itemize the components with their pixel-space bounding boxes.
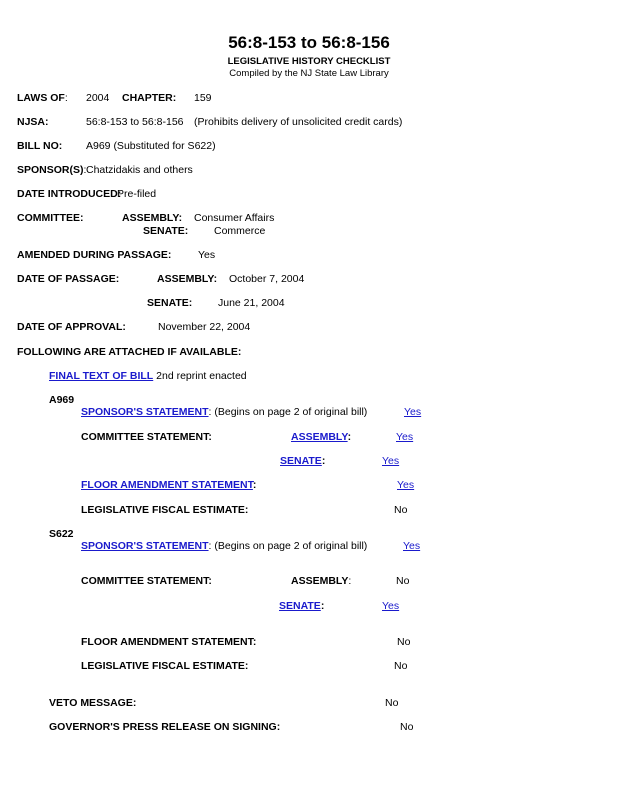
page-title: 56:8-153 to 56:8-156 — [228, 33, 390, 52]
attached-heading: FOLLOWING ARE ATTACHED IF AVAILABLE: — [17, 346, 242, 358]
a969-senate-link[interactable]: SENATE — [280, 455, 322, 467]
veto-message-label: VETO MESSAGE: — [49, 697, 137, 709]
njsa-description: (Prohibits delivery of unsolicited credit cards) — [194, 116, 403, 128]
a969-fiscal-value: No — [394, 504, 408, 516]
sponsors-value: Chatzidakis and others — [86, 164, 193, 176]
final-text-row — [49, 370, 247, 382]
bill-no-value: A969 (Substituted for S622) — [86, 140, 216, 152]
a969-committee-label: COMMITTEE STATEMENT: — [81, 431, 212, 443]
date-introduced-value: Pre-filed — [117, 188, 157, 200]
a969-assembly-link[interactable]: ASSEMBLY — [291, 431, 348, 443]
s622-sponsor-statement-link[interactable]: SPONSOR'S STATEMENT — [81, 540, 209, 552]
date-introduced-label: DATE INTRODUCED: — [17, 188, 122, 200]
sponsors-colon: : — [83, 164, 87, 176]
committee-senate-value: Commerce — [214, 225, 266, 237]
a969-sponsor-statement-link[interactable]: SPONSOR'S STATEMENT — [81, 406, 209, 418]
committee-senate-label: SENATE: — [143, 225, 189, 237]
a969-floor-colon: : — [252, 479, 257, 491]
page-subtitle: LEGISLATIVE HISTORY CHECKLIST — [227, 56, 391, 67]
a969-floor-row — [81, 479, 256, 491]
s622-senate-row — [279, 600, 324, 612]
s622-assembly-colon: : — [348, 575, 352, 587]
a969-sponsor-yes-link[interactable]: Yes — [404, 406, 422, 418]
bill-no-label: BILL NO: — [17, 140, 63, 152]
final-text-link[interactable]: FINAL TEXT OF BILL — [49, 370, 154, 382]
s622-label: S622 — [49, 528, 74, 540]
s622-senate-colon: : — [320, 600, 325, 612]
a969-senate-yes-link[interactable]: Yes — [382, 455, 400, 467]
passage-senate-value: June 21, 2004 — [218, 297, 285, 309]
s622-senate-link[interactable]: SENATE — [279, 600, 321, 612]
a969-assembly-row — [291, 431, 351, 443]
s622-committee-label: COMMITTEE STATEMENT: — [81, 575, 212, 587]
s622-sponsor-row — [81, 540, 367, 552]
a969-sponsor-note: : (Begins on page 2 of original bill) — [208, 406, 368, 418]
laws-of-row — [17, 92, 68, 104]
a969-senate-colon: : — [321, 455, 326, 467]
date-of-approval-label: DATE OF APPROVAL: — [17, 321, 126, 333]
committee-assembly-value: Consumer Affairs — [194, 212, 275, 224]
amended-label: AMENDED DURING PASSAGE: — [17, 249, 172, 261]
njsa-value: 56:8-153 to 56:8-156 — [86, 116, 184, 128]
committee-assembly-label: ASSEMBLY: — [122, 212, 183, 224]
a969-sponsor-row — [81, 406, 367, 418]
a969-assembly-yes-link[interactable]: Yes — [396, 431, 414, 443]
passage-senate-label: SENATE: — [147, 297, 193, 309]
date-of-passage-label: DATE OF PASSAGE: — [17, 273, 120, 285]
compiled-by: Compiled by the NJ State Law Library — [229, 68, 389, 79]
s622-sponsor-yes-link[interactable]: Yes — [403, 540, 421, 552]
laws-of-colon: : — [64, 92, 68, 104]
a969-floor-amendment-link[interactable]: FLOOR AMENDMENT STATEMENT — [81, 479, 253, 491]
governor-press-release-label: GOVERNOR'S PRESS RELEASE ON SIGNING: — [49, 721, 281, 733]
laws-of-label: LAWS OF — [17, 92, 65, 104]
final-text-note: 2nd reprint enacted — [156, 370, 247, 382]
a969-fiscal-label: LEGISLATIVE FISCAL ESTIMATE: — [81, 504, 249, 516]
governor-press-release-value: No — [400, 721, 414, 733]
passage-assembly-label: ASSEMBLY: — [157, 273, 218, 285]
laws-of-value: 2004 — [86, 92, 110, 104]
s622-floor-value: No — [397, 636, 411, 648]
s622-senate-yes-link[interactable]: Yes — [382, 600, 400, 612]
committee-label: COMMITTEE: — [17, 212, 84, 224]
a969-label: A969 — [49, 394, 75, 406]
a969-assembly-colon: : — [347, 431, 352, 443]
njsa-label: NJSA: — [17, 116, 49, 128]
a969-senate-row — [280, 455, 325, 467]
s622-assembly-value: No — [396, 575, 410, 587]
amended-value: Yes — [198, 249, 216, 261]
passage-assembly-value: October 7, 2004 — [229, 273, 305, 285]
chapter-value: 159 — [194, 92, 212, 104]
sponsors-row — [17, 164, 86, 176]
s622-fiscal-label: LEGISLATIVE FISCAL ESTIMATE: — [81, 660, 249, 672]
s622-assembly-row — [291, 575, 351, 587]
s622-sponsor-note: : (Begins on page 2 of original bill) — [208, 540, 368, 552]
s622-assembly-label: ASSEMBLY — [291, 575, 349, 587]
veto-message-value: No — [385, 697, 399, 709]
date-of-approval-value: November 22, 2004 — [158, 321, 251, 333]
s622-floor-label: FLOOR AMENDMENT STATEMENT: — [81, 636, 257, 648]
s622-fiscal-value: No — [394, 660, 408, 672]
a969-floor-yes-link[interactable]: Yes — [397, 479, 415, 491]
chapter-label: CHAPTER: — [122, 92, 177, 104]
sponsors-label: SPONSOR(S) — [17, 164, 84, 176]
